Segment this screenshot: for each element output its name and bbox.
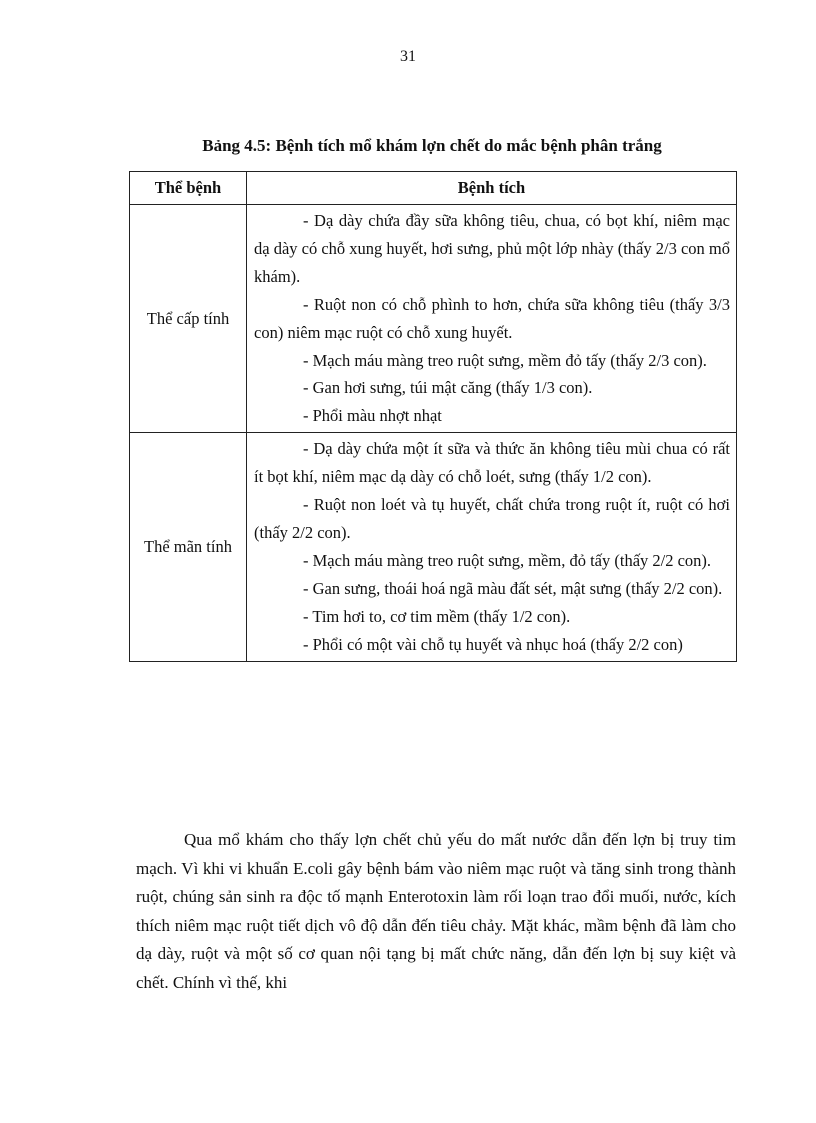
lesion-item: - Mạch máu màng treo ruột sưng, mềm, đỏ tấy (thấy 2/2 con). bbox=[303, 550, 712, 570]
lesion-item: - Phổi có một vài chỗ tụ huyết và nhục hoá (thấy 2/2 con) bbox=[303, 634, 683, 654]
table-row-chronic bbox=[130, 433, 737, 661]
lesion-item: - Gan hơi sưng, túi mật căng (thấy 1/3 con). bbox=[303, 378, 593, 398]
lesion-item: - Ruột non loét và tụ huyết, chất chứa trong ruột ít, ruột có hơi (thấy 2/2 con). bbox=[254, 495, 730, 542]
lesion-table bbox=[129, 171, 737, 662]
lesion-item: - Gan sưng, thoái hoá ngã màu đất sét, mật sưng (thấy 2/2 con). bbox=[303, 578, 723, 598]
lesion-item: - Tim hơi to, cơ tim mềm (thấy 1/2 con). bbox=[303, 606, 571, 626]
table-title: Bảng 4.5: Bệnh tích mổ khám lợn chết do mắc bệnh phân trắng bbox=[202, 136, 662, 155]
lesion-item: - Dạ dày chứa một ít sữa và thức ăn không tiêu mùi chua có rất ít bọt khí, niêm mạc dạ dày có chỗ loét, sưng (thấy 1/2 con). bbox=[254, 439, 730, 487]
lesion-item: - Ruột non có chỗ phình to hơn, chứa sữa không tiêu (thấy 3/3 con) niêm mạc ruột có chỗ xung huyết. bbox=[254, 294, 730, 342]
page-number: 31 bbox=[400, 48, 416, 65]
body-paragraph: Qua mổ khám cho thấy lợn chết chủ yếu do mất nước dẫn đến lợn bị truy tim mạch. Vì khi vi khuẩn E.coli gây bệnh bám vào niêm mạc ruột và tăng sinh trong thành ruột, chúng sản sinh ra độc tố mạnh Enterotoxin làm rối loạn trao đổi muối, nước, kích thích niêm mạc ruột tiết dịch vô độ dẫn đến tiêu chảy. Mặt khác, mầm bệnh đã làm cho dạ dày, ruột và một số cơ quan nội tạng bị mất chức năng, dẫn đến lợn bị suy kiệt và chết. Chính vì thế, khi bbox=[136, 830, 736, 992]
lesions-acute bbox=[247, 205, 737, 433]
table-row-acute bbox=[130, 205, 737, 433]
lesions-chronic bbox=[247, 433, 737, 661]
disease-form-acute: Thể cấp tính bbox=[130, 205, 247, 433]
header-lesions: Bệnh tích bbox=[247, 172, 737, 205]
lesion-item: - Phổi màu nhợt nhạt bbox=[303, 406, 442, 426]
disease-form-chronic: Thể mãn tính bbox=[130, 433, 247, 661]
lesion-item: - Dạ dày chứa đầy sữa không tiêu, chua, có bọt khí, niêm mạc dạ dày có chỗ xung huyết, hơi sưng, phủ một lớp nhày (thấy 2/3 con mổ khám). bbox=[254, 211, 730, 286]
table-header-row bbox=[130, 172, 737, 205]
lesion-item: - Mạch máu màng treo ruột sưng, mềm đỏ tấy (thấy 2/3 con). bbox=[303, 350, 707, 370]
header-disease-form: Thể bệnh bbox=[130, 172, 247, 205]
